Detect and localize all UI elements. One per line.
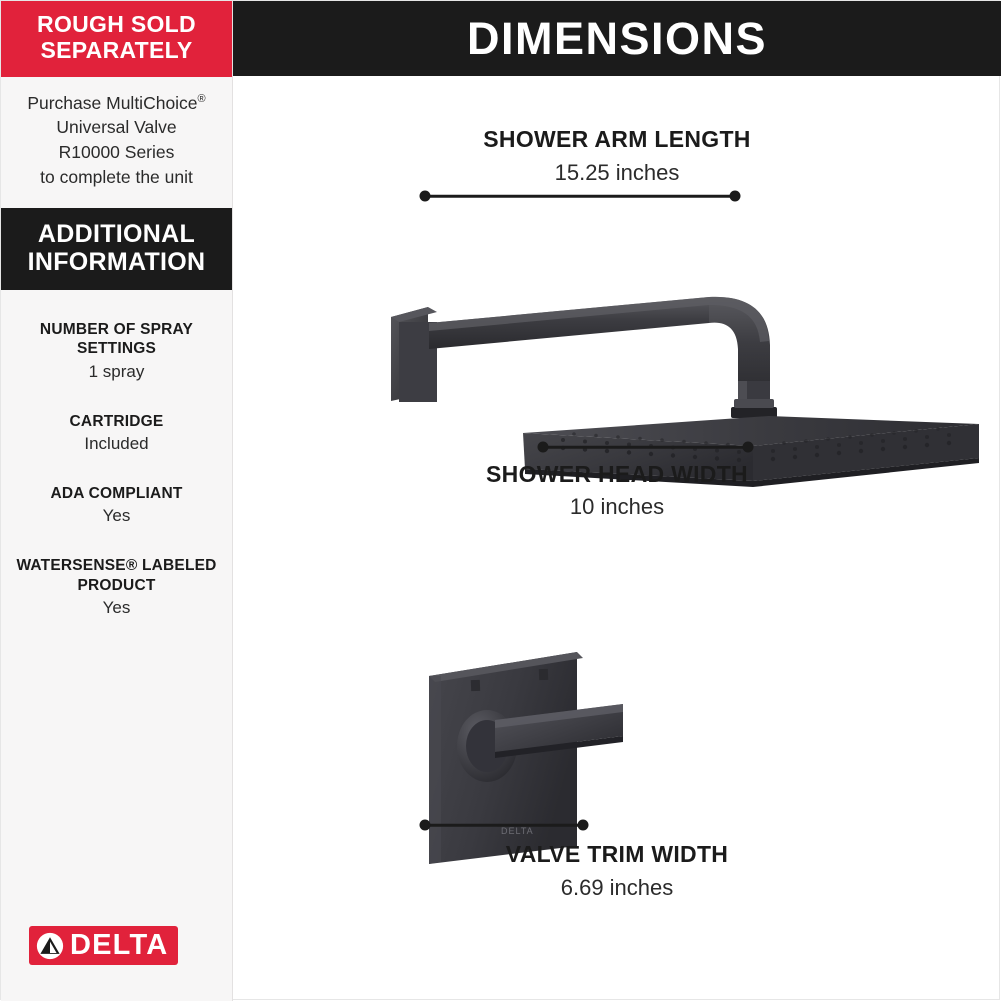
spec-cartridge [1,412,232,454]
registered-mark-icon: ® [197,92,206,105]
dimension-endpoint-right [730,191,741,202]
spec-value: Included [84,434,149,453]
spec-spray-settings [1,320,232,382]
shower-head-width-value: 10 inches [569,494,665,519]
rough-text-line-2: Universal Valve [56,117,177,138]
shower-arm [429,297,770,411]
dimension-endpoint-left [420,820,431,831]
shower-arm-length-value: 15.25 inches [554,160,680,185]
valve-trim-width-title: VALVE TRIM WIDTH [505,841,729,867]
shower-arm-length-title: SHOWER ARM LENGTH [483,126,751,152]
rough-text-line-1: Purchase MultiChoice [27,92,198,113]
valve-trim-illustration [233,596,1001,836]
dimension-bar [425,195,735,198]
spec-ada-compliant [1,484,232,526]
dimension-endpoint-left [538,442,549,453]
spec-value: Yes [102,598,131,618]
spec-label: WATERSENSE® LABELED PRODUCT [16,557,217,594]
delta-wordmark: DELTA [70,929,169,961]
valve-trim-width-value: 6.69 inches [560,875,674,900]
diagram-area [233,76,1001,1001]
dimension-endpoint-right [743,442,754,453]
rough-sold-separately-text [1,77,232,208]
additional-information-banner: ADDITIONAL INFORMATION [1,208,232,290]
spec-value: Yes [102,506,131,526]
spec-value: 1 spray [88,361,145,381]
spec-watersense [1,556,232,618]
shower-arm-dimension-line [425,189,735,203]
wall-flange [391,307,437,402]
rough-sold-separately-banner: ROUGH SOLD SEPARATELY [1,1,232,77]
dimension-endpoint-right [578,820,589,831]
rough-text-line-3: R10000 Series [58,142,175,163]
spec-label: NUMBER OF SPRAY SETTINGS [39,320,194,358]
sidebar [1,1,233,1001]
spec-label: CARTRIDGE [69,412,164,430]
header-bar [233,1,1001,76]
spec-label: ADA COMPLIANT [50,485,183,502]
dimension-bar [543,446,748,449]
shower-head-width-dimension-line [543,440,748,454]
dimension-bar [425,824,583,827]
dimension-endpoint-left [420,191,431,202]
page-title: DIMENSIONS [466,12,768,64]
swivel-collar [731,399,777,418]
rough-text-line-4: to complete the unit [40,167,193,188]
delta-logo [29,926,178,965]
delta-triangle-icon [36,932,64,960]
valve-delta-mark: DELTA [501,826,534,836]
shower-head-width-title: SHOWER HEAD WIDTH [486,461,748,487]
valve-trim-width-dimension-line [425,818,583,832]
